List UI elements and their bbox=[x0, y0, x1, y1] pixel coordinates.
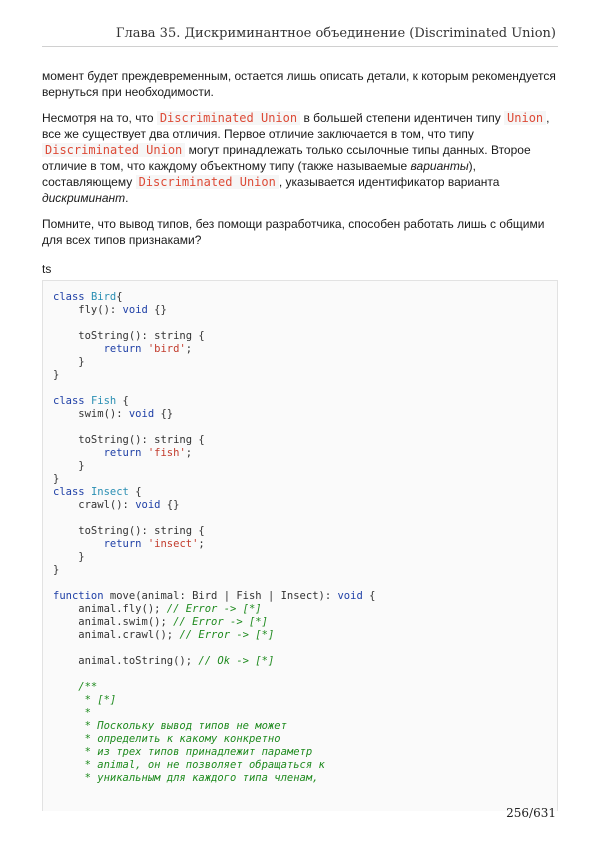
inline-code: Discriminated Union bbox=[42, 143, 185, 157]
code-token: /** bbox=[53, 681, 98, 693]
code-token: { bbox=[116, 395, 129, 407]
text-fragment: могут принадлежать только ссылочные типы данных. Второе отличие в том, что каждому объектному типу (также называемые bbox=[42, 143, 531, 173]
code-token: 'insect' bbox=[147, 538, 199, 550]
code-token: void bbox=[128, 408, 155, 420]
code-token: ; bbox=[198, 538, 205, 550]
code-line bbox=[53, 525, 547, 538]
code-token: * bbox=[53, 707, 91, 719]
code-line bbox=[53, 551, 547, 564]
code-line bbox=[53, 408, 547, 421]
page-content bbox=[42, 68, 558, 811]
inline-code: Union bbox=[504, 111, 546, 125]
code-line bbox=[53, 343, 547, 356]
inline-code: Discriminated Union bbox=[136, 175, 279, 189]
code-line bbox=[53, 772, 547, 785]
code-line bbox=[53, 577, 547, 590]
code-token: ; bbox=[185, 447, 193, 459]
code-token: return bbox=[103, 538, 148, 550]
code-token: Insect bbox=[90, 486, 129, 498]
code-token: toString(): string { bbox=[53, 434, 205, 446]
code-line bbox=[53, 473, 547, 486]
emphasis-text: дискриминант bbox=[42, 191, 126, 205]
code-line bbox=[53, 629, 547, 642]
code-line bbox=[53, 694, 547, 707]
paragraph-3: Помните, что вывод типов, без помощи разработчика, способен работать лишь с общими для всех типов признаками? bbox=[42, 217, 545, 247]
code-token: } bbox=[53, 564, 60, 576]
chapter-header: Глава 35. Дискриминантное объединение (Discriminated Union) bbox=[115, 26, 556, 41]
code-line bbox=[53, 369, 547, 382]
code-token: * из трех типов принадлежит параметр bbox=[53, 746, 313, 758]
paragraph-1: момент будет преждевременным, остается лишь описать детали, к которым рекомендуется вернуться при необходимости. bbox=[42, 69, 556, 99]
code-token: ; bbox=[185, 343, 193, 355]
code-token: { bbox=[362, 590, 376, 602]
code-block[interactable] bbox=[42, 280, 558, 811]
code-token: // Error -> [*] bbox=[179, 629, 275, 641]
code-token: {} bbox=[154, 408, 174, 420]
code-token: * уникальным для каждого типа членам, bbox=[53, 772, 319, 784]
code-line bbox=[53, 460, 547, 473]
code-line bbox=[53, 512, 547, 525]
code-line bbox=[53, 395, 547, 408]
code-token: move(animal: Bird | Fish | Insect): bbox=[109, 590, 338, 602]
code-line bbox=[53, 681, 547, 694]
text-fragment: , указывается идентификатор варианта bbox=[278, 175, 500, 189]
text-fragment: ), составляющему bbox=[42, 159, 477, 189]
code-line bbox=[53, 330, 547, 343]
code-token: {} bbox=[160, 499, 180, 511]
code-line bbox=[53, 603, 547, 616]
code-token: class bbox=[53, 291, 91, 303]
code-line bbox=[53, 291, 547, 304]
code-token: * Поскольку вывод типов не может bbox=[53, 720, 287, 732]
code-line bbox=[53, 642, 547, 655]
code-token: Fish bbox=[90, 395, 117, 407]
code-token: // Error -> [*] bbox=[166, 603, 262, 615]
code-token: class bbox=[53, 486, 91, 498]
code-token: } bbox=[53, 369, 60, 381]
code-token: * определить к какому конкретно bbox=[53, 733, 281, 745]
code-token: // Ok -> [*] bbox=[198, 655, 275, 667]
code-token bbox=[53, 447, 104, 459]
code-line bbox=[53, 564, 547, 577]
code-line bbox=[53, 616, 547, 629]
code-token: fly(): bbox=[53, 304, 123, 316]
code-line bbox=[53, 356, 547, 369]
code-line bbox=[53, 317, 547, 330]
code-line bbox=[53, 538, 547, 551]
code-token: function bbox=[53, 590, 110, 602]
code-line bbox=[53, 590, 547, 603]
code-token: toString(): string { bbox=[53, 330, 205, 342]
code-token: crawl(): bbox=[53, 499, 136, 511]
code-token bbox=[53, 538, 104, 550]
code-token: { bbox=[116, 291, 123, 303]
code-line bbox=[53, 759, 547, 772]
emphasis-text: варианты bbox=[410, 159, 469, 173]
code-token: void bbox=[122, 304, 148, 316]
code-token: } bbox=[53, 356, 85, 368]
code-line bbox=[53, 304, 547, 317]
code-line bbox=[53, 382, 547, 395]
code-token: Bird bbox=[90, 291, 117, 303]
code-token: return bbox=[103, 447, 148, 459]
code-token bbox=[53, 343, 104, 355]
code-token: * [*] bbox=[53, 694, 117, 706]
code-line bbox=[53, 486, 547, 499]
inline-code: Discriminated Union bbox=[157, 111, 300, 125]
code-token: swim(): bbox=[53, 408, 129, 420]
code-token: 'bird' bbox=[147, 343, 186, 355]
code-token: // Error -> [*] bbox=[173, 616, 268, 628]
page-number: 256/631 bbox=[506, 806, 556, 820]
code-line bbox=[53, 499, 547, 512]
code-token: animal.fly(); bbox=[53, 603, 167, 615]
code-token: animal.toString(); bbox=[53, 655, 199, 667]
paragraph-2 bbox=[42, 110, 558, 206]
code-token: void bbox=[135, 499, 161, 511]
text-fragment: . bbox=[125, 191, 129, 205]
text-fragment: в большей степени идентичен типу bbox=[300, 111, 505, 125]
code-token: { bbox=[128, 486, 142, 498]
code-line bbox=[53, 655, 547, 668]
code-token: {} bbox=[147, 304, 167, 316]
code-line bbox=[53, 421, 547, 434]
code-token: animal.swim(); bbox=[53, 616, 174, 628]
code-token: class bbox=[53, 395, 91, 407]
text-fragment: , все же существует два отличия. Первое отличие заключается в том, что типу bbox=[42, 111, 550, 141]
code-line bbox=[53, 434, 547, 447]
code-line bbox=[53, 746, 547, 759]
header-divider bbox=[42, 46, 558, 47]
code-line bbox=[53, 707, 547, 720]
code-language-label: ts bbox=[42, 262, 52, 276]
code-token: * animal, он не позволяет обращаться к bbox=[53, 759, 325, 771]
code-token: animal.crawl(); bbox=[53, 629, 180, 641]
code-token: return bbox=[103, 343, 148, 355]
code-line bbox=[53, 720, 547, 733]
code-token: void bbox=[337, 590, 363, 602]
code-token: 'fish' bbox=[147, 447, 186, 459]
code-line bbox=[53, 447, 547, 460]
code-token: } bbox=[53, 460, 85, 472]
code-token: } bbox=[53, 551, 85, 563]
code-token: } bbox=[53, 473, 60, 485]
code-token: toString(): string { bbox=[53, 525, 205, 537]
code-line bbox=[53, 668, 547, 681]
text-fragment: Несмотря на то, что bbox=[42, 111, 157, 125]
code-line bbox=[53, 733, 547, 746]
